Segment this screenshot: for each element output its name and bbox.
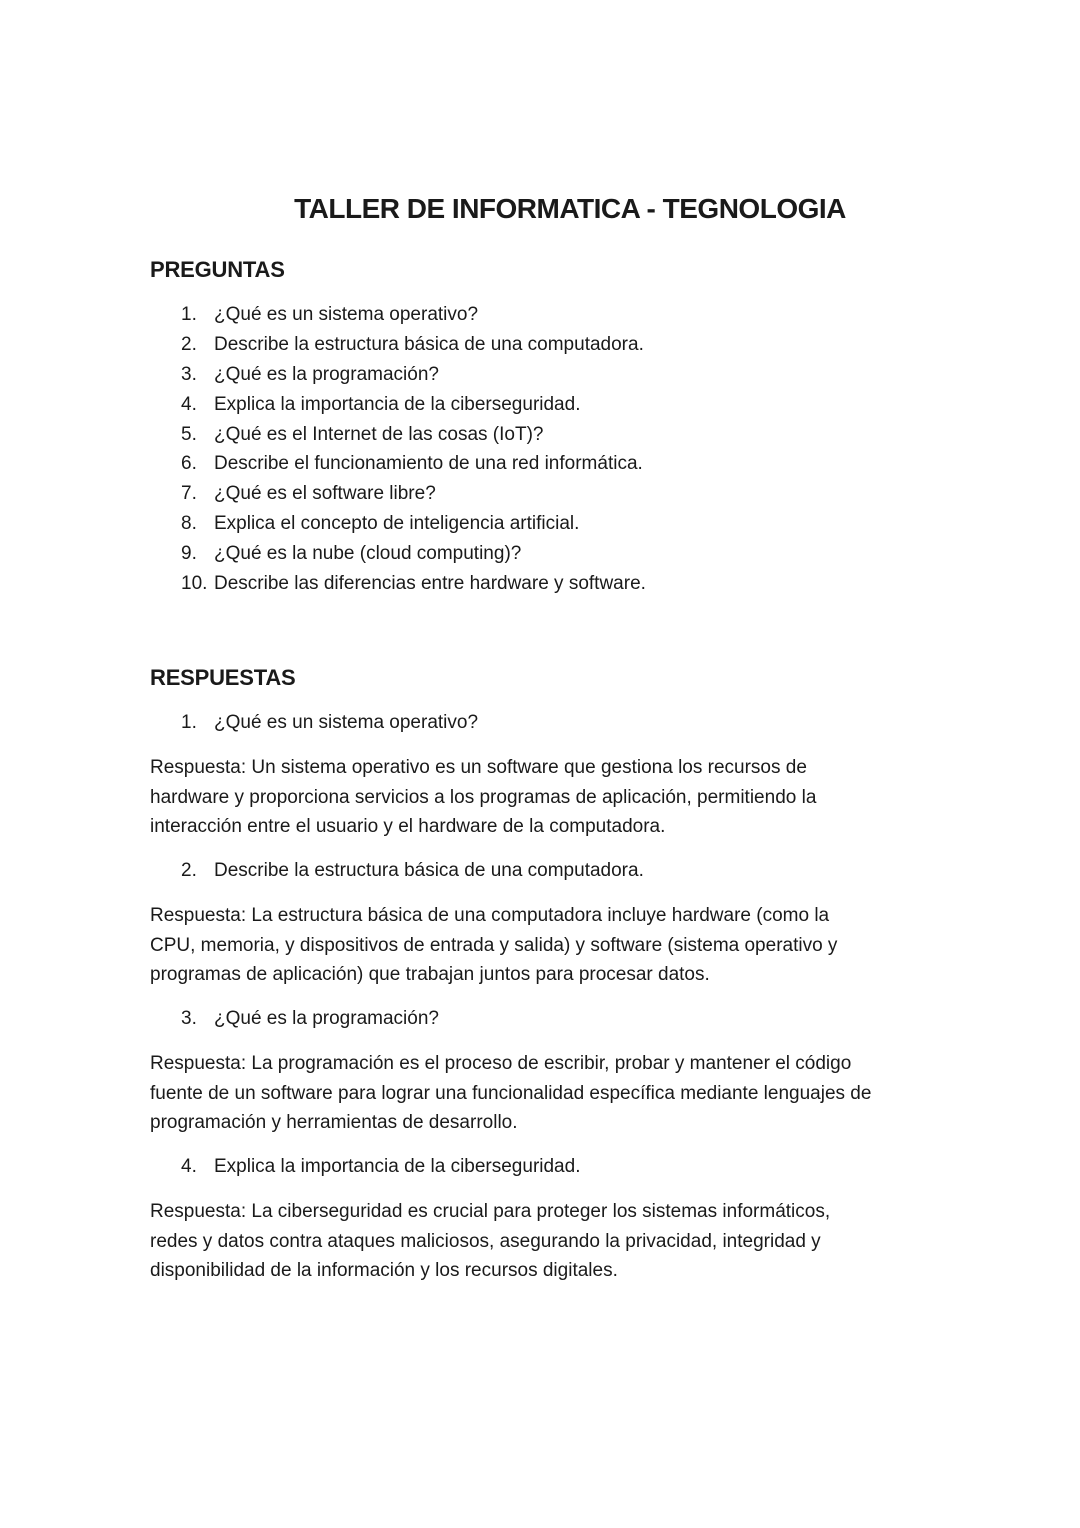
question-text: ¿Qué es la programación?: [214, 1008, 439, 1029]
question-text: ¿Qué es la nube (cloud computing)?: [214, 543, 522, 565]
document-title: TALLER DE INFORMATICA - TEGNOLOGIA: [294, 193, 846, 224]
answer-question: [150, 710, 950, 736]
question-text: ¿Qué es un sistema operativo?: [214, 712, 479, 733]
answer-line: CPU, memoria, y dispositivos de entrada y salida) y software (sistema operativo y: [150, 934, 838, 956]
question-text: Explica la importancia de la ciberseguridad.: [214, 1156, 581, 1177]
question-text: Describe el funcionamiento de una red informática.: [214, 453, 643, 475]
item-number: 1.: [181, 304, 197, 325]
answer-paragraph: [150, 1197, 950, 1286]
answer-line: Respuesta: La programación es el proceso de escribir, probar y mantener el código: [150, 1053, 852, 1074]
item-number: 7.: [181, 483, 197, 505]
question-text: ¿Qué es el Internet de las cosas (IoT)?: [214, 423, 544, 445]
answer-line: Respuesta: La estructura básica de una computadora incluye hardware (como la: [150, 905, 830, 926]
question-text: ¿Qué es un sistema operativo?: [214, 304, 479, 325]
answer-paragraph: [150, 901, 950, 990]
answer-question: [150, 1154, 950, 1180]
answer-question: [150, 1006, 950, 1032]
item-number: 9.: [181, 543, 197, 565]
item-number: 10.: [181, 573, 208, 595]
preguntas-heading: PREGUNTAS: [150, 257, 285, 282]
item-number: 8.: [181, 513, 197, 535]
item-number: 2.: [181, 860, 197, 881]
item-number: 5.: [181, 423, 197, 445]
answer-line: redes y datos contra ataques maliciosos, asegurando la privacidad, integridad y: [150, 1230, 821, 1252]
item-number: 1.: [181, 712, 197, 733]
answer-line: fuente de un software para lograr una funcionalidad específica mediante lenguajes de: [150, 1082, 872, 1104]
item-number: 3.: [181, 1008, 197, 1029]
answer-paragraph: [150, 1049, 950, 1138]
answer-line: hardware y proporciona servicios a los programas de aplicación, permitiendo la: [150, 786, 817, 808]
question-text: ¿Qué es el software libre?: [214, 483, 436, 505]
question-text: ¿Qué es la programación?: [214, 363, 439, 385]
item-number: 4.: [181, 393, 197, 415]
question-text: Explica el concepto de inteligencia artificial.: [214, 513, 580, 535]
item-number: 6.: [181, 453, 197, 475]
answer-line: Respuesta: La ciberseguridad es crucial para proteger los sistemas informáticos,: [150, 1201, 831, 1222]
answer-question: [150, 858, 950, 884]
question-text: Explica la importancia de la ciberseguridad.: [214, 393, 581, 415]
question-text: Describe la estructura básica de una computadora.: [214, 333, 644, 355]
question-text: Describe la estructura básica de una computadora.: [214, 860, 644, 881]
answer-line: Respuesta: Un sistema operativo es un software que gestiona los recursos de: [150, 757, 807, 778]
answer-paragraph: [150, 753, 950, 842]
answer-line: disponibilidad de la información y los recursos digitales.: [150, 1260, 618, 1281]
answer-line: programación y herramientas de desarrollo.: [150, 1112, 518, 1133]
answer-line: programas de aplicación) que trabajan juntos para procesar datos.: [150, 964, 710, 985]
answer-line: interacción entre el usuario y el hardware de la computadora.: [150, 816, 666, 837]
question-text: Describe las diferencias entre hardware y software.: [214, 573, 646, 595]
respuestas-heading: RESPUESTAS: [150, 665, 296, 690]
item-number: 2.: [181, 333, 197, 355]
item-number: 4.: [181, 1156, 197, 1177]
item-number: 3.: [181, 363, 197, 385]
